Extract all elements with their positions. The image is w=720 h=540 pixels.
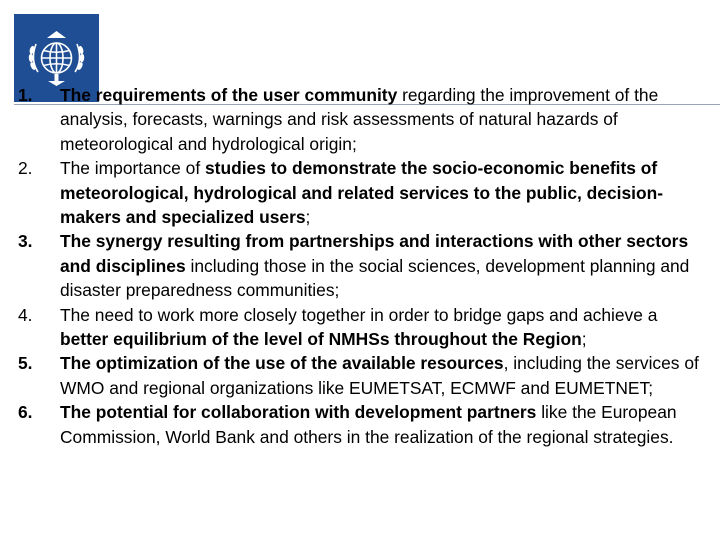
list-item-text (60, 229, 700, 302)
list-item (18, 303, 700, 352)
list-item-number: 3. (18, 231, 33, 252)
list-item-text (60, 156, 700, 229)
body-text: , including the services of WMO and regional organizations like EUMETSAT, ECMWF and EUMETNET; (60, 353, 699, 398)
list-item-number: 2. (18, 158, 33, 179)
emphasis-text: The optimization of the use of the available resources (60, 353, 504, 374)
list-item (18, 156, 700, 229)
list-item (18, 83, 700, 156)
list-item (18, 351, 700, 400)
body-text: ; (581, 329, 587, 350)
list-item-text (60, 303, 700, 352)
list-item-text (60, 351, 700, 400)
body-text: ; (305, 207, 311, 228)
list-item-text (60, 83, 700, 156)
body-text: The importance of (60, 158, 205, 179)
list-item-number: 5. (18, 353, 33, 374)
emphasis-text: better equilibrium of the level of NMHSs throughout the Region (60, 329, 582, 350)
body-text: including those in the social sciences, development planning and disaster preparedness communities; (60, 255, 690, 301)
body-text: regarding the improvement of the analysis, forecasts, warnings and risk assessments of natural hazards of meteorological and hydrological origin; (60, 85, 659, 154)
body-text: like the European Commission, World Bank and others in the realization of the regional strategies. (60, 402, 677, 447)
list-item-number: 4. (18, 304, 33, 325)
numbered-list (18, 83, 700, 449)
list-item-number: 6. (18, 402, 33, 423)
list-item-number: 1. (18, 85, 33, 105)
emphasis-text: The requirements of the user community (60, 85, 398, 105)
emphasis-text: The potential for collaboration with development partners (60, 402, 537, 423)
body-text: The need to work more closely together in order to bridge gaps and achieve a (60, 304, 658, 325)
emphasis-text: studies to demonstrate the socio-economic benefits of meteorological, hydrological and related services to the public, decision-makers and specialized users (60, 158, 664, 228)
list-item (18, 400, 700, 449)
emphasis-text: The synergy resulting from partnerships and interactions with other sectors and disciplines (60, 231, 689, 276)
list-item-text (60, 400, 700, 449)
list-item (18, 229, 700, 302)
